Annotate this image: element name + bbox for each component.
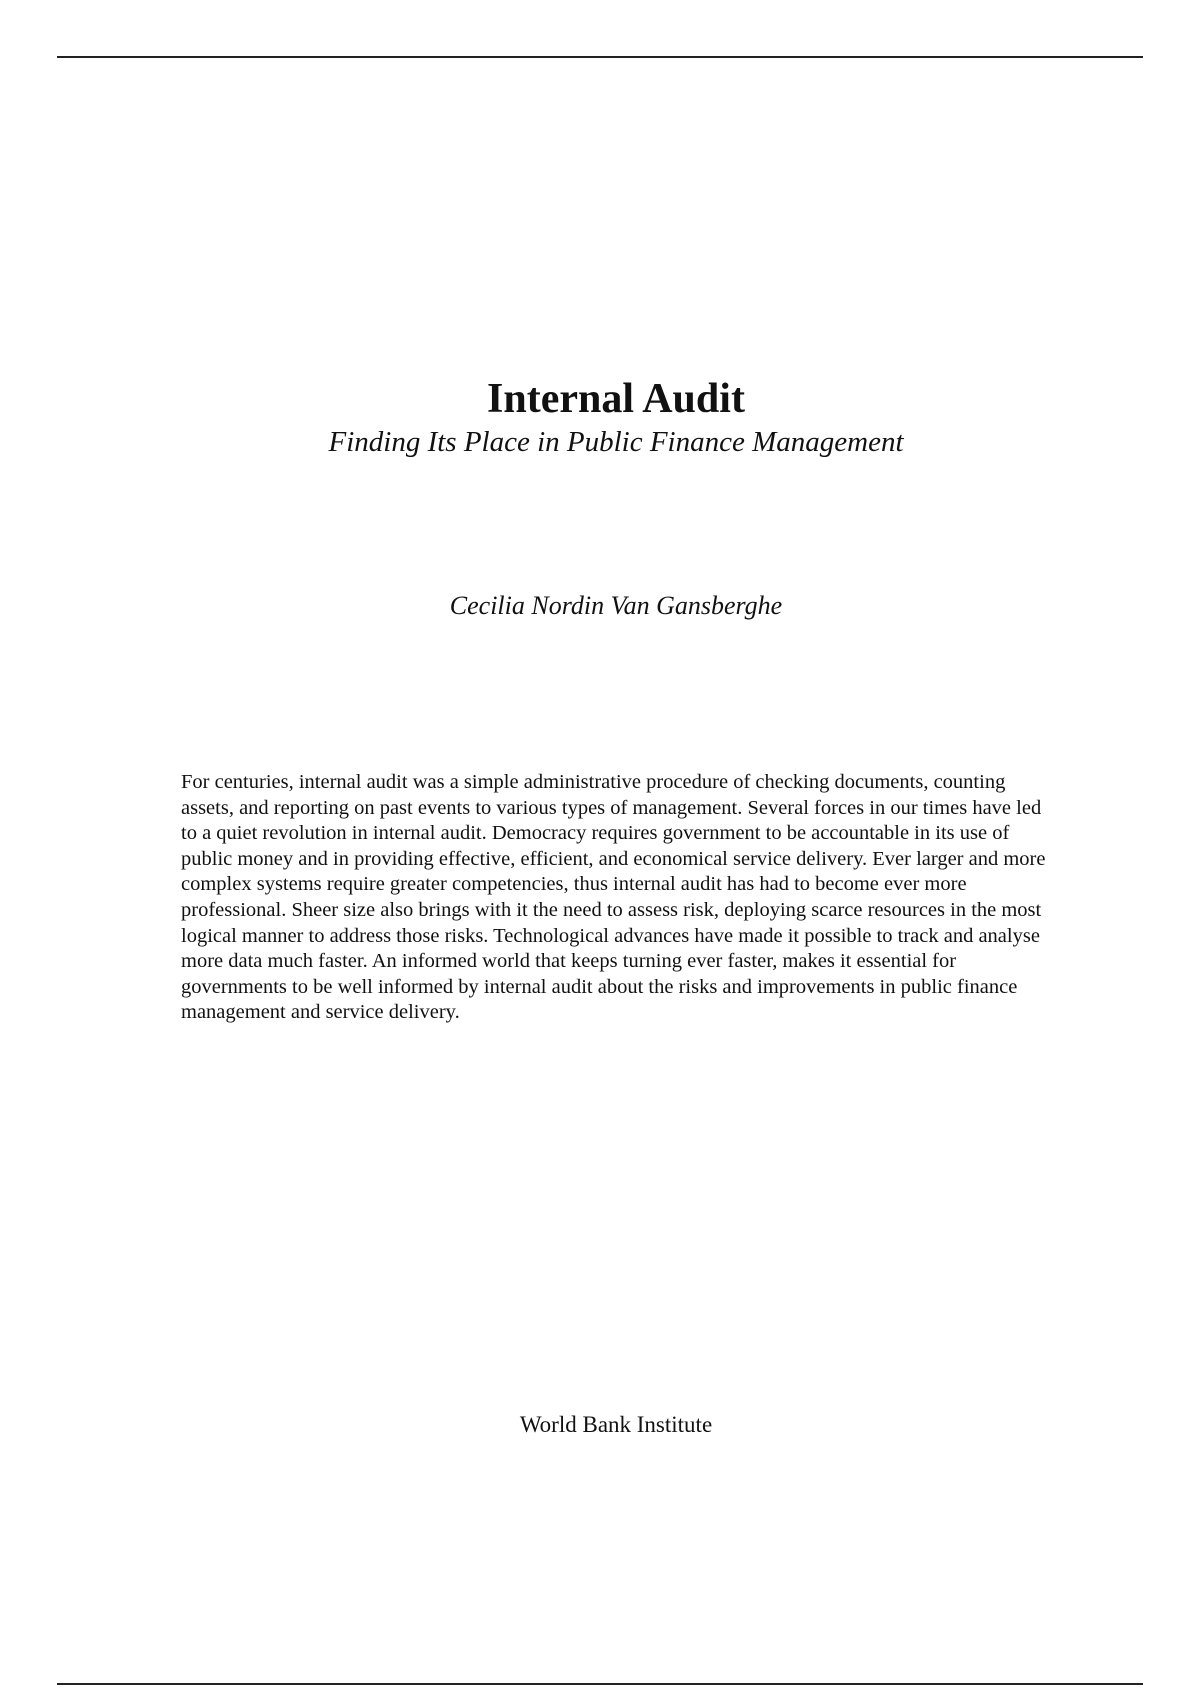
top-rule <box>57 56 1143 58</box>
abstract-paragraph: For centuries, internal audit was a simple administrative procedure of checking documents, counting assets, and reporting on past events to various types of management. Several forces in our times have led to a quiet revolution in internal audit. Democracy requires government to be accountable in its use of public money and in providing effective, efficient, and economical service delivery. Ever larger and more complex systems require greater competencies, thus internal audit has had to become ever more professional. Sheer size also brings with it the need to assess risk, deploying scarce resources in the most logical manner to address those risks. Technological advances have made it possible to track and analyse more data much faster. An informed world that keeps turning ever faster, makes it essential for governments to be well informed by internal audit about the risks and improvements in public finance management and service delivery. <box>181 771 1046 1024</box>
bottom-rule <box>57 1683 1143 1685</box>
publisher-name: World Bank Institute <box>519 1412 713 1437</box>
author-name: Cecilia Nordin Van Gansberghe <box>449 591 783 620</box>
document-title: Internal Audit <box>487 376 745 422</box>
document-subtitle: Finding Its Place in Public Finance Management <box>328 426 904 458</box>
